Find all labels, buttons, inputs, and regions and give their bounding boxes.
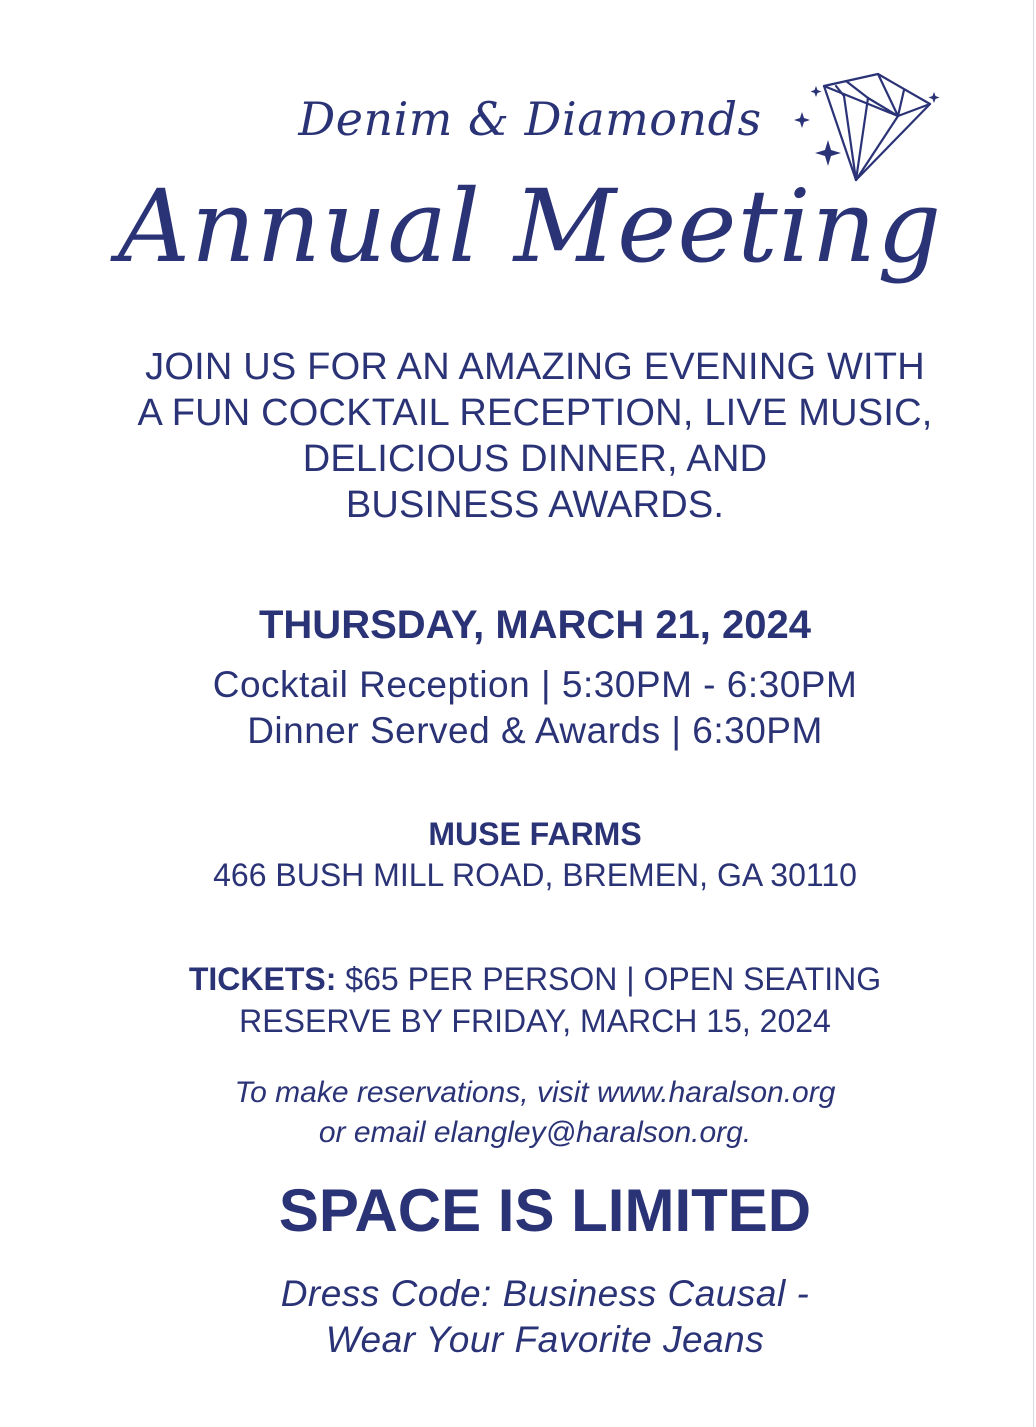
- event-title: Annual Meeting: [117, 168, 943, 285]
- description-line: BUSINESS AWARDS.: [345, 484, 725, 526]
- dress-code-line: Wear Your Favorite Jeans: [325, 1319, 765, 1360]
- event-subtitle: Denim & Diamonds: [298, 92, 762, 146]
- reservation-contact: [85, 1073, 985, 1153]
- dress-code: [85, 1271, 1005, 1363]
- description-line: JOIN US FOR AN AMAZING EVENING WITH: [145, 346, 925, 388]
- schedule-item-dinner: Dinner Served & Awards | 6:30PM: [247, 710, 823, 751]
- schedule-item-reception: Cocktail Reception | 5:30PM - 6:30PM: [212, 664, 858, 705]
- contact-email-line: or email elangley@haralson.org.: [318, 1116, 752, 1149]
- space-limited-notice: SPACE IS LIMITED: [278, 1177, 812, 1244]
- venue-address: 466 BUSH MILL ROAD, BREMEN, GA 30110: [213, 857, 857, 893]
- description-line: DELICIOUS DINNER, AND: [302, 438, 768, 480]
- event-description: [85, 344, 985, 528]
- page-edge-divider: [1033, 0, 1034, 1427]
- event-date: THURSDAY, MARCH 21, 2024: [258, 603, 812, 647]
- description-line: A FUN COCKTAIL RECEPTION, LIVE MUSIC,: [137, 392, 933, 434]
- reserve-deadline: RESERVE BY FRIDAY, MARCH 15, 2024: [239, 1003, 831, 1039]
- ticket-info: [85, 958, 985, 1042]
- ticket-price: $65 PER PERSON | OPEN SEATING: [345, 961, 882, 997]
- event-schedule: [85, 662, 985, 754]
- venue-name: MUSE FARMS: [428, 816, 642, 852]
- dress-code-line: Dress Code: Business Causal -: [280, 1273, 810, 1314]
- tickets-label: TICKETS:: [188, 961, 337, 997]
- ticket-price-line: [85, 958, 985, 1000]
- contact-website-line: To make reservations, visit www.haralson.org: [234, 1076, 836, 1109]
